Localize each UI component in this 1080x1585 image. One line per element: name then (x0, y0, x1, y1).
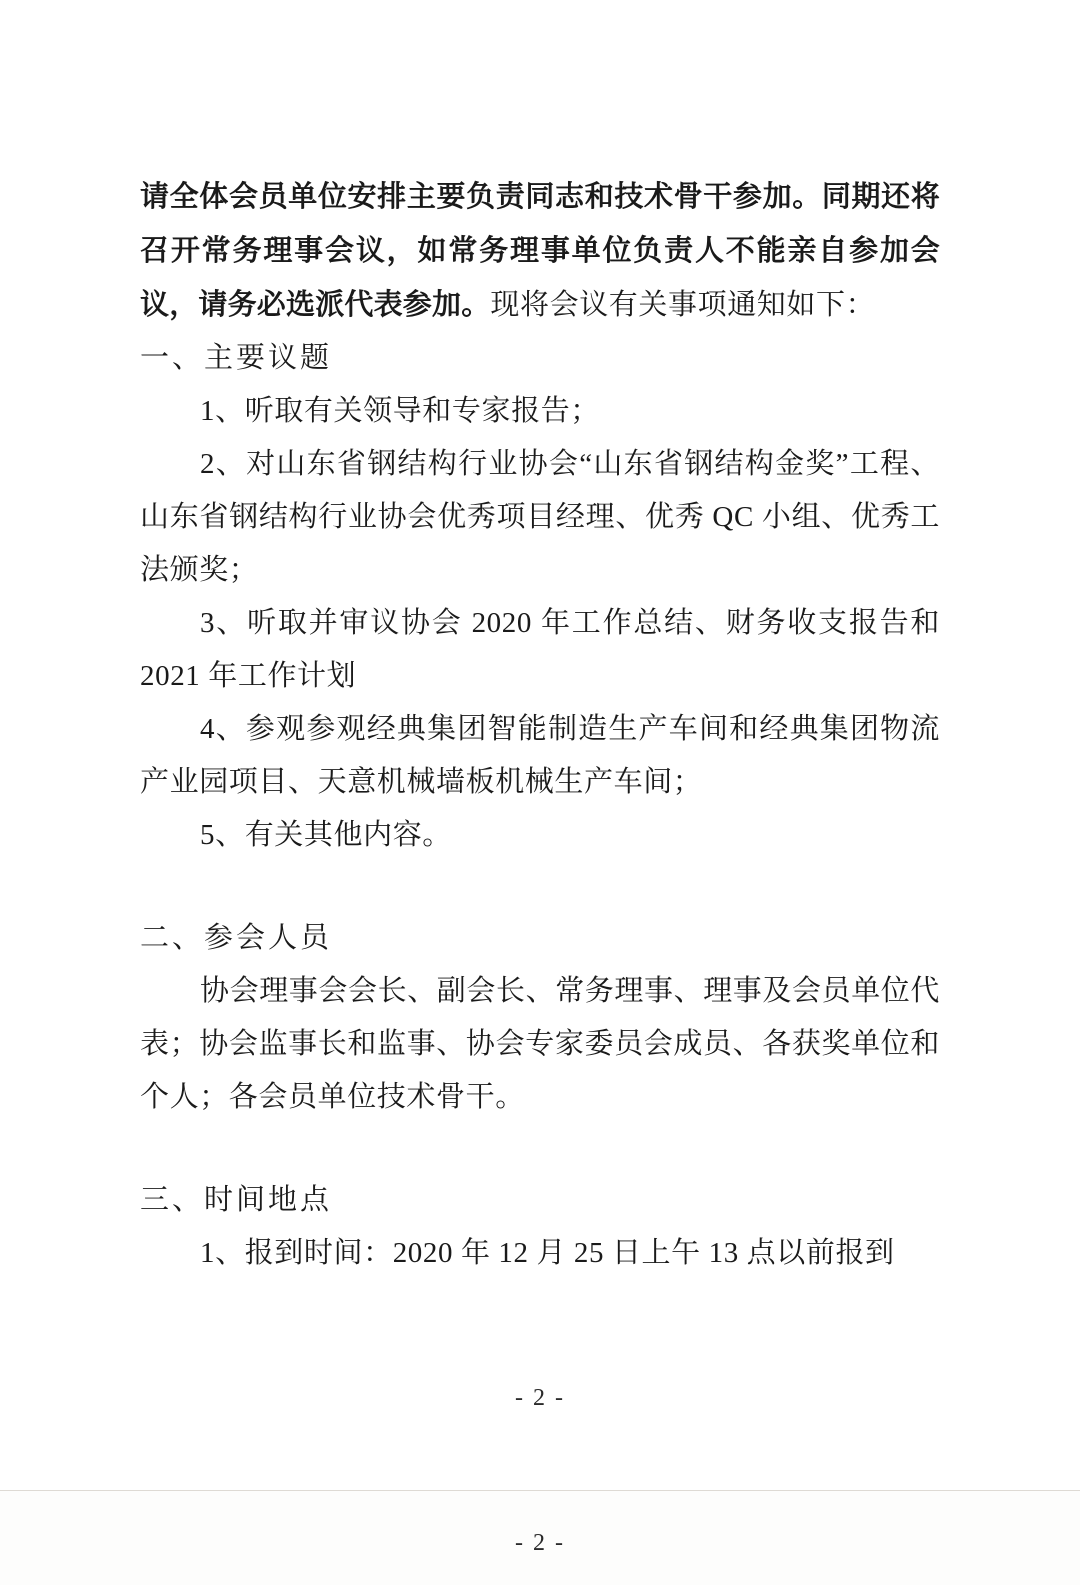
section-1-item-5: 5、有关其他内容。 (200, 819, 452, 851)
intro-paragraph (140, 170, 940, 332)
section-3-item-1: 1、报到时间：2020 年 12 月 25 日上午 13 点以前报到 (200, 1237, 895, 1269)
section-1-item-1: 1、听取有关领导和专家报告； (200, 395, 600, 427)
document-body (140, 170, 940, 1280)
page-number-outer: - 2 - (515, 1530, 565, 1556)
section-1-item-4: 4、参观参观经典集团智能制造生产车间和经典集团物流产业园项目、天意机械墙板机械生产车间； (140, 713, 940, 798)
intro-bold-text: 请全体会员单位安排主要负责同志和技术骨干参加。同期还将召开常务理事会议，如常务理事单位负责人不能亲自参加会议，请务必选派代表参加。 (140, 179, 940, 321)
section-2-heading: 二、参会人员 (140, 922, 333, 954)
section-1-heading: 一、主要议题 (140, 342, 333, 374)
intro-rest-text: 现将会议有关事项通知如下： (490, 289, 876, 321)
section-1-item-2: 2、对山东省钢结构行业协会“山东省钢结构金奖”工程、山东省钢结构行业协会优秀项目经理、优秀 QC 小组、优秀工法颁奖； (140, 448, 940, 586)
section-3-heading: 三、时间地点 (140, 1184, 333, 1216)
section-2-body: 协会理事会会长、副会长、常务理事、理事及会员单位代表；协会监事长和监事、协会专家委员会成员、各获奖单位和个人；各会员单位技术骨干。 (140, 975, 941, 1113)
section-1-item-3: 3、听取并审议协会 2020 年工作总结、财务收支报告和 2021 年工作计划 (140, 607, 940, 692)
section-gap-2 (140, 1124, 940, 1174)
section-gap-1 (140, 862, 940, 912)
page-number-inner: - 2 - (515, 1385, 565, 1411)
